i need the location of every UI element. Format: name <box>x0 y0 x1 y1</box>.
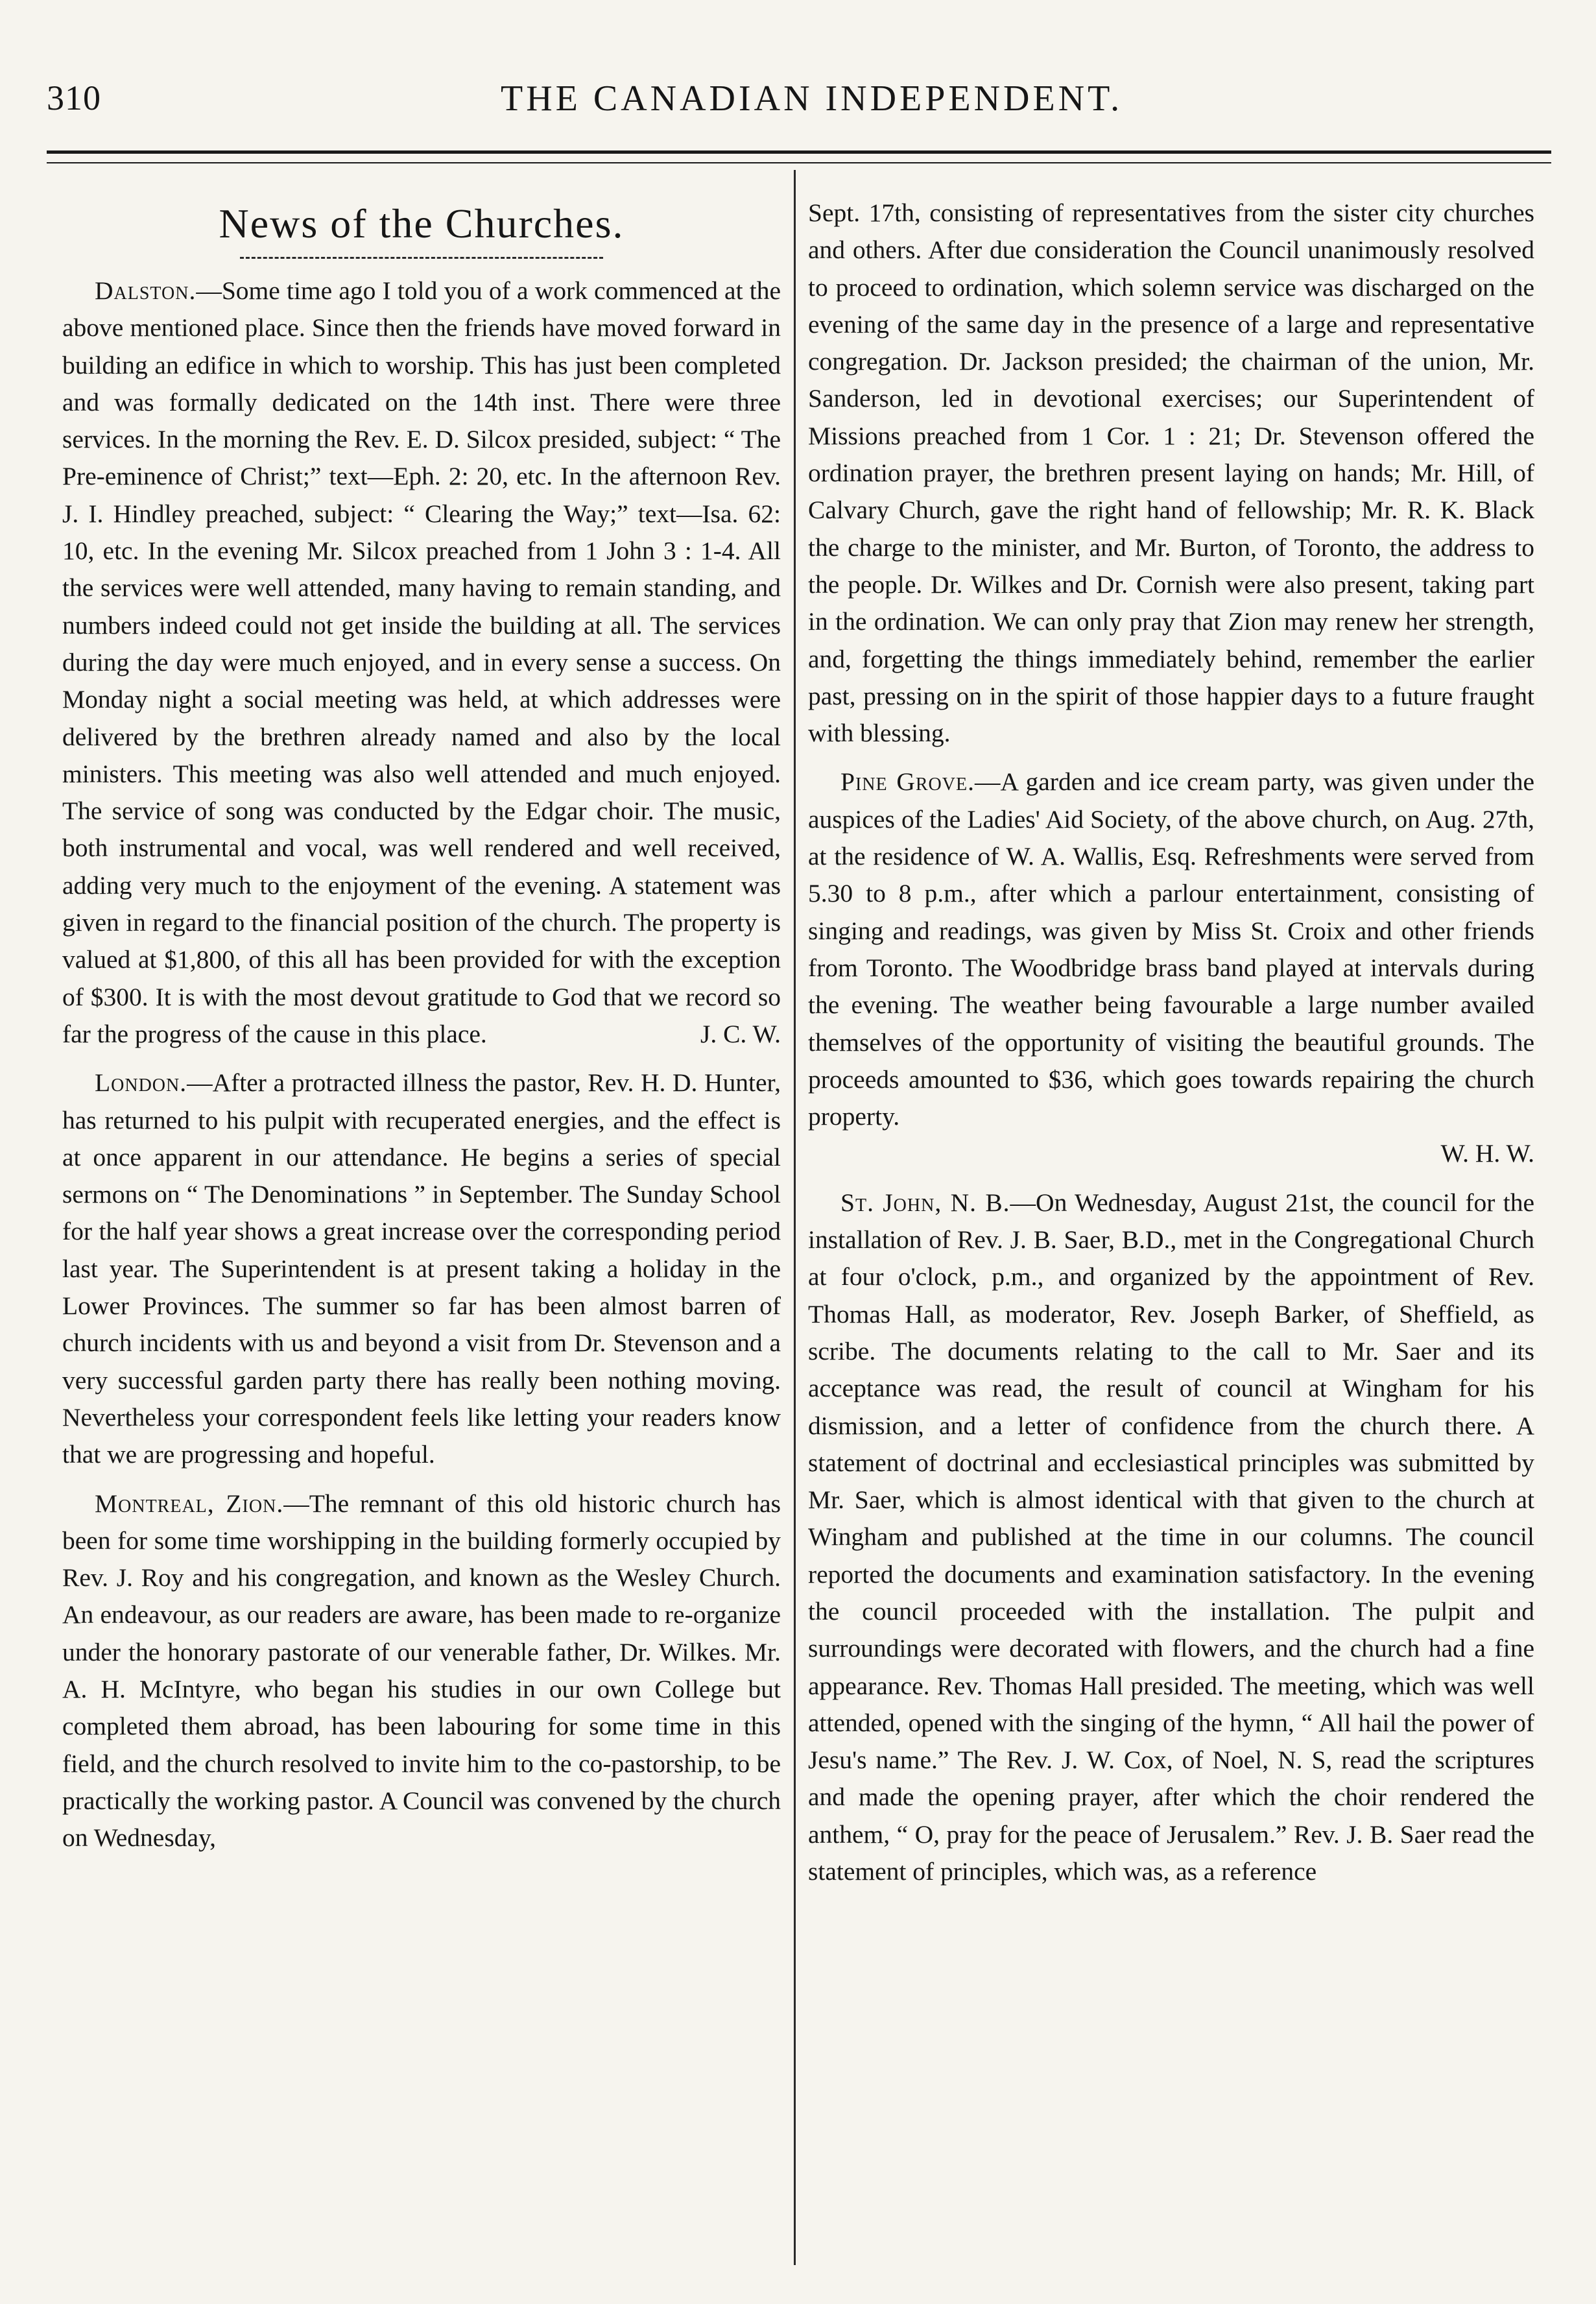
article-london <box>62 1064 781 1473</box>
article-montreal <box>62 1485 781 1857</box>
page-number: 310 <box>47 78 101 117</box>
article-place: London. <box>95 1068 187 1098</box>
article-body: Sept. 17th, consisting of representatives from the sister city churches and others. After due consideration the Council unanimously resolved to proceed to ordination, which solemn service was discharged on the evening of the same day in the presence of a large and representative congregation. Dr. Jackson presided; the chairman of the union, Mr. Sanderson, led in devotional exercises; our Superintendent of Missions preached from 1 Cor. 1 : 21; Dr. Stevenson offered the ordination prayer, the brethren present laying on hands; Mr. Hill, of Calvary Church, gave the right hand of fellowship; Mr. R. K. Black the charge to the minister, and Mr. Burton, of Toronto, the address to the people. Dr. Wilkes and Dr. Cornish were also present, taking part in the ordination. We can only pray that Zion may renew her strength, and, forgetting the things immediately behind, remember the earlier past, pressing on in the spirit of those happier days to a future fraught with blessing. <box>808 198 1534 748</box>
article-body: —A garden and ice cream party, was given under the auspices of the Ladies' Aid Society, of the above church, on Aug. 27th, at the residence of W. A. Wallis, Esq. Refreshments were served from 5.30 to 8 p.m., after which a parlour entertainment, consisting of singing and readings, was given by Miss St. Croix and other friends from Toronto. The Woodbridge brass band played at intervals during the evening. The weather being favourable a large number availed themselves of the opportunity of visiting the beautiful grounds. The proceeds amounted to $36, which goes towards repairing the church property. <box>808 767 1534 1131</box>
article-signature: J. C. W. <box>700 1019 781 1048</box>
article-place: Dalston. <box>95 276 197 305</box>
article-body: —On Wednesday, August 21st, the council for the installation of Rev. J. B. Saer, B.D., met in the Congregational Church at four o'clock, p.m., and organized by the appointment of Rev. Thomas Hall, as moderator, Rev. Joseph Barker, of Sheffield, as scribe. The documents relating to the call to Mr. Saer and its acceptance was read, the result of council at Wingham for his dismission, and a letter of confidence from the church there. A statement of doctrinal and ecclesiastical principles was submitted by Mr. Saer, which is almost identical with that given to the church at Wingham and published at the time in our columns. The council reported the documents and examination satisfactory. In the evening the council proceeded with the installation. The pulpit and surroundings were decorated with flowers, and the church had a fine appearance. Rev. Thomas Hall presided. The meeting, which was well attended, opened with the singing of the hymn, “ All hail the power of Jesu's name.” The Rev. J. W. Cox, of Noel, N. S, read the scriptures and made the opening prayer, after which the choir rendered the anthem, “ O, pray for the peace of Jerusalem.” Rev. J. B. Saer read the statement of principles, which was, as a reference <box>808 1188 1534 1886</box>
article-place: Montreal, Zion. <box>95 1489 284 1518</box>
article-montreal-continued <box>808 195 1534 752</box>
column-divider <box>794 170 796 2265</box>
right-column <box>808 195 1534 1902</box>
article-st-john <box>808 1184 1534 1891</box>
article-place: St. John, N. B. <box>840 1188 1010 1217</box>
header-rule-thin <box>47 162 1551 163</box>
article-signature: W. H. W. <box>1440 1139 1534 1168</box>
article-dalston <box>62 272 781 1053</box>
heading-rule <box>240 257 603 261</box>
header-rule-thick <box>47 150 1551 154</box>
article-body: —After a protracted illness the pastor, Rev. H. D. Hunter, has returned to his pulpit with recuperated energies, and the effect is at once apparent in our attendance. He begins a series of special sermons on “ The Denominations ” in September. The Sunday School for the half year shows a great increase over the corresponding period last year. The Superintendent is at present taking a holiday in the Lower Provinces. The summer so far has been almost barren of church incidents with us and beyond a visit from Dr. Stevenson and a very successful garden party there has really been nothing moving. Nevertheless your correspondent feels like letting your readers know that we are progressing and hopeful. <box>62 1068 781 1469</box>
article-body: —The remnant of this old historic church has been for some time worshipping in the building formerly occupied by Rev. J. Roy and his congregation, and known as the Wesley Church. An endeavour, as our readers are aware, has been made to re-organize under the honorary pastorate of our venerable father, Dr. Wilkes. Mr. A. H. McIntyre, who began his studies in our own College but completed them abroad, has been labouring for some time in this field, and the church resolved to invite him to the co-pastorship, to be practically the working pastor. A Council was convened by the church on Wednesday, <box>62 1489 781 1853</box>
article-body: —Some time ago I told you of a work commenced at the above mentioned place. Since then the friends have moved forward in building an edifice in which to worship. This has just been completed and was formally dedicated on the 14th inst. There were three services. In the morning the Rev. E. D. Silcox presided, subject: “ The Pre-eminence of Christ;” text—Eph. 2: 20, etc. In the afternoon Rev. J. I. Hindley preached, subject: “ Clearing the Way;” text—Isa. 62: 10, etc. In the evening Mr. Silcox preached from 1 John 3 : 1-4. All the services were well attended, many having to remain standing, and numbers indeed could not get inside the building at all. The services during the day were much enjoyed, and in every sense a success. On Monday night a social meeting was held, at which addresses were delivered by the brethren already named and also by the local ministers. This meeting was also well attended and much enjoyed. The service of song was conducted by the Edgar choir. The music, both instrumental and vocal, was well rendered and well received, adding very much to the enjoyment of the evening. A statement was given in regard to the financial position of the church. The property is valued at $1,800, of this all has been provided for with the exception of $300. It is with the most devout gratitude to God that we record so far the progress of the cause in this place. <box>62 276 781 1048</box>
page-header <box>47 78 1551 130</box>
left-column <box>62 189 781 1868</box>
article-pine-grove <box>808 763 1534 1135</box>
section-heading: News of the Churches. <box>219 200 625 246</box>
article-place: Pine Grove. <box>840 767 975 797</box>
running-title: THE CANADIAN INDEPENDENT. <box>501 78 1123 119</box>
